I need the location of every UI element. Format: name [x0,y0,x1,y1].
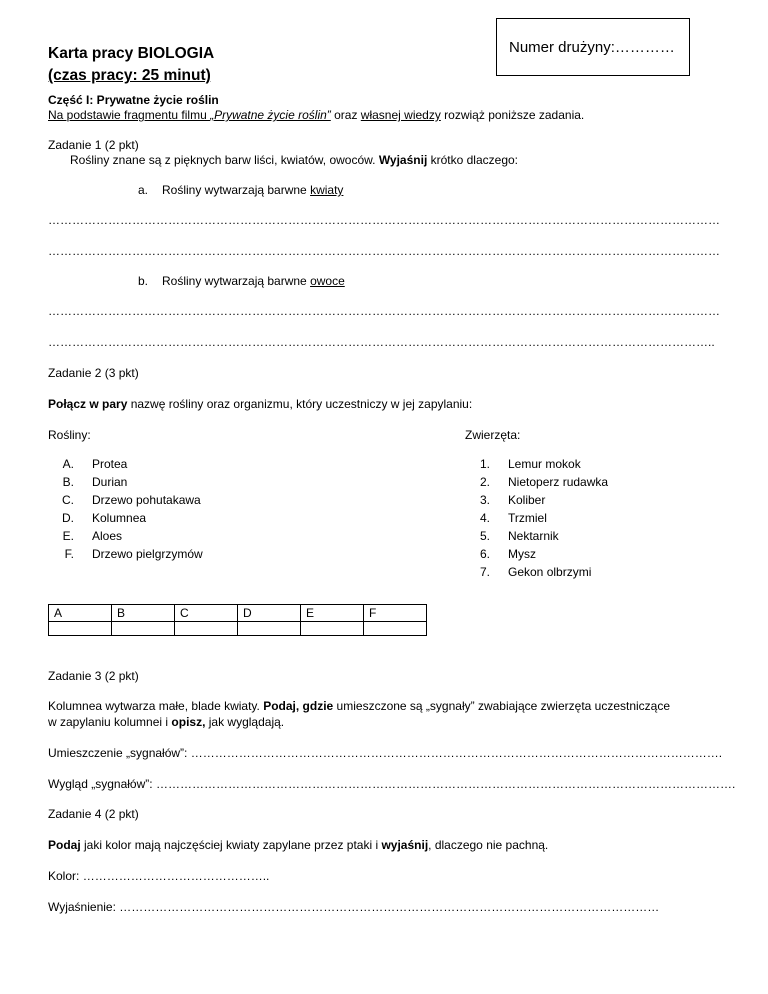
team-number-box[interactable] [496,18,690,76]
answer-line-1a-2[interactable]: …………………………………………………………………………………………………………………………………………………… [48,244,720,258]
part-intro [48,107,584,123]
task2-instr-bold: Połącz w pary [48,397,128,411]
plants-label: Rośliny: [48,428,91,442]
answer-cell[interactable] [364,622,427,636]
answer-line-1a-1[interactable]: …………………………………………………………………………………………………………………………………………………… [48,213,720,227]
answer-col-header: A [49,605,112,622]
team-number-label: Numer drużyny:………… [509,39,675,56]
task4-heading: Zadanie 4 (2 pkt) [48,807,139,821]
time-limit-text: (czas pracy: 25 minut) [48,67,211,84]
task1-instruction [70,152,518,168]
task1-b-word: owoce [310,274,345,288]
task1-b-text: Rośliny wytwarzają barwne [162,274,311,288]
explanation-label: Wyjaśnienie: [48,900,120,914]
answer-col-header: E [301,605,364,622]
list-item: 2. Nietoperz rudawka [479,475,609,489]
list-item: E. Aloes [62,529,123,543]
part-title: Część I: Prywatne życie roślin [48,93,219,107]
task3-line2 [48,714,284,730]
list-item: 7. Gekon olbrzymi [479,565,592,579]
task3-l1-bold: Podaj, gdzie [263,699,334,713]
answer-line-1b-2[interactable]: ………………………………………………………………………………………………………………………………………………….. [48,335,715,349]
task2-instr-rest: nazwę rośliny oraz organizmu, który uczestniczy w jej zapylaniu: [127,397,473,411]
list-item: 3. Koliber [479,493,546,507]
list-item: A. Protea [62,457,128,471]
answer-col-header: B [112,605,175,622]
signals-placement-row [48,745,722,761]
list-item: 5. Nektarnik [479,529,559,543]
animals-list [464,455,608,581]
answer-cell[interactable] [301,622,364,636]
signals-placement-answer[interactable]: ……………………………………………………………………………………………………………………. [190,746,723,760]
task3-l2-post: jak wyglądają. [205,715,285,729]
task3-line1 [48,698,670,714]
color-label: Kolor: [48,869,83,883]
plants-list [48,455,203,563]
list-item: C. Drzewo pohutakawa [62,493,201,507]
task4-m1: jaki kolor mają najczęściej kwiaty zapylane przez ptaki i [80,838,382,852]
intro-post: rozwiąż poniższe zadania. [440,108,585,122]
task1-text-post: krótko dlaczego: [427,153,518,167]
answer-table [48,604,427,636]
answer-col-header: F [364,605,427,622]
answer-col-header: D [238,605,301,622]
task3-heading: Zadanie 3 (2 pkt) [48,669,139,683]
intro-mid: oraz [330,108,361,122]
task2-heading: Zadanie 2 (3 pkt) [48,366,139,380]
list-item: 4. Trzmiel [479,511,547,525]
signals-look-answer[interactable]: ………………………………………………………………………………………………………………………………. [155,777,736,791]
task1-item-a [138,182,343,198]
intro-film-title: „Prywatne życie roślin” [210,108,331,122]
color-answer[interactable]: ……………………………………….. [82,869,270,883]
answer-cell[interactable] [238,622,301,636]
task3-l2-bold: opisz, [171,715,206,729]
task3-l1-post: umieszczone są „sygnały” zwabiające zwierzęta uczestniczące [333,699,671,713]
signals-look-label: Wygląd „sygnałów”: [48,777,156,791]
task1-text-bold: Wyjaśnij [378,153,428,167]
task4-b2: wyjaśnij [381,838,429,852]
task1-a-word: kwiaty [310,183,344,197]
list-item: 1. Lemur mokok [479,457,581,471]
intro-own-knowledge: własnej wiedzy [360,108,441,122]
task4-instruction [48,837,548,853]
task1-text-pre: Rośliny znane są z pięknych barw liści, kwiatów, owoców. [70,153,379,167]
task3-l2-pre: w zapylaniu kolumnei i [48,715,172,729]
answer-col-header: C [175,605,238,622]
answer-cell[interactable] [112,622,175,636]
task1-a-marker: a. [138,183,149,197]
list-item: D. Kolumnea [62,511,147,525]
task1-a-text: Rośliny wytwarzają barwne [162,183,311,197]
task1-heading: Zadanie 1 (2 pkt) [48,138,139,152]
list-item: B. Durian [62,475,128,489]
animals-label: Zwierzęta: [465,428,521,442]
task3-l1-pre: Kolumnea wytwarza małe, blade kwiaty. [48,699,264,713]
explanation-answer[interactable]: ……………………………………………………………………………………………………………………… [119,900,660,914]
task4-b1: Podaj [48,838,81,852]
color-row [48,868,269,884]
answer-cell[interactable] [175,622,238,636]
explanation-row [48,899,659,915]
signals-placement-label: Umieszczenie „sygnałów”: [48,746,191,760]
signals-look-row [48,776,735,792]
list-item: F. Drzewo pielgrzymów [64,547,203,561]
worksheet-time-limit [48,66,211,86]
task1-item-b [138,273,345,289]
answer-line-1b-1[interactable]: …………………………………………………………………………………………………………………………………………………… [48,304,720,318]
task1-b-marker: b. [138,274,149,288]
list-item: 6. Mysz [479,547,536,561]
task4-m2: , dlaczego nie pachną. [428,838,549,852]
task2-instruction [48,396,472,412]
intro-pre: Na podstawie fragmentu filmu [48,108,211,122]
answer-cell[interactable] [49,622,112,636]
worksheet-title: Karta pracy BIOLOGIA [48,45,215,62]
